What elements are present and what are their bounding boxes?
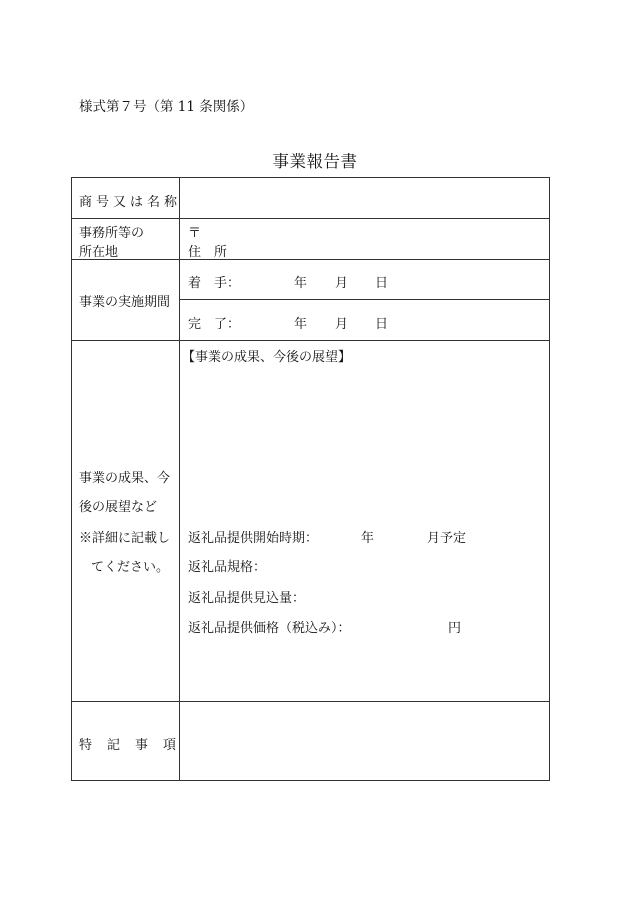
remarks-label: 特記事項 bbox=[79, 738, 192, 753]
report-table bbox=[71, 177, 550, 781]
results-section-heading: 【事業の成果、今後の展望】 bbox=[182, 350, 352, 365]
results-label-line3: ※詳細に記載し bbox=[79, 531, 171, 546]
gift-volume-label: 返礼品提供見込量： bbox=[188, 591, 306, 606]
results-label-line4: てください。 bbox=[91, 560, 170, 575]
start-day-unit: 日 bbox=[375, 276, 389, 291]
end-year-unit: 年 bbox=[294, 317, 308, 332]
document-title: 事業報告書 bbox=[272, 152, 358, 171]
address-label: 住 所 bbox=[188, 245, 228, 260]
gift-start-year-unit: 年 bbox=[361, 531, 375, 546]
end-day-unit: 日 bbox=[375, 317, 389, 332]
gift-spec-label: 返礼品規格： bbox=[188, 560, 267, 575]
row-divider bbox=[72, 259, 549, 260]
business-name-label: 商号又は名称 bbox=[79, 195, 182, 210]
office-location-label-line2: 所在地 bbox=[79, 245, 119, 260]
start-month-unit: 月 bbox=[335, 276, 349, 291]
start-label: 着 手： bbox=[188, 276, 241, 291]
results-label-line1: 事業の成果、今 bbox=[79, 471, 171, 486]
office-location-label-line1: 事務所等の bbox=[79, 226, 145, 241]
column-divider bbox=[179, 178, 180, 780]
start-year-unit: 年 bbox=[294, 276, 308, 291]
form-number: 様式第７号（第 11 条関係） bbox=[79, 99, 254, 115]
row-divider bbox=[72, 701, 549, 702]
postal-mark: 〒 bbox=[188, 226, 202, 241]
period-label: 事業の実施期間 bbox=[79, 295, 171, 310]
results-label-line2: 後の展望など bbox=[79, 500, 158, 515]
row-divider bbox=[72, 218, 549, 219]
gift-start-month-unit: 月予定 bbox=[427, 531, 467, 546]
gift-price-unit: 円 bbox=[448, 621, 462, 636]
gift-start-label: 返礼品提供開始時期： bbox=[188, 531, 319, 546]
gift-price-label: 返礼品提供価格（税込み）： bbox=[188, 621, 351, 636]
business-name-value[interactable] bbox=[188, 191, 538, 209]
row-divider bbox=[72, 340, 549, 341]
end-month-unit: 月 bbox=[335, 317, 349, 332]
row-divider bbox=[179, 299, 549, 300]
end-label: 完 了： bbox=[188, 317, 241, 332]
